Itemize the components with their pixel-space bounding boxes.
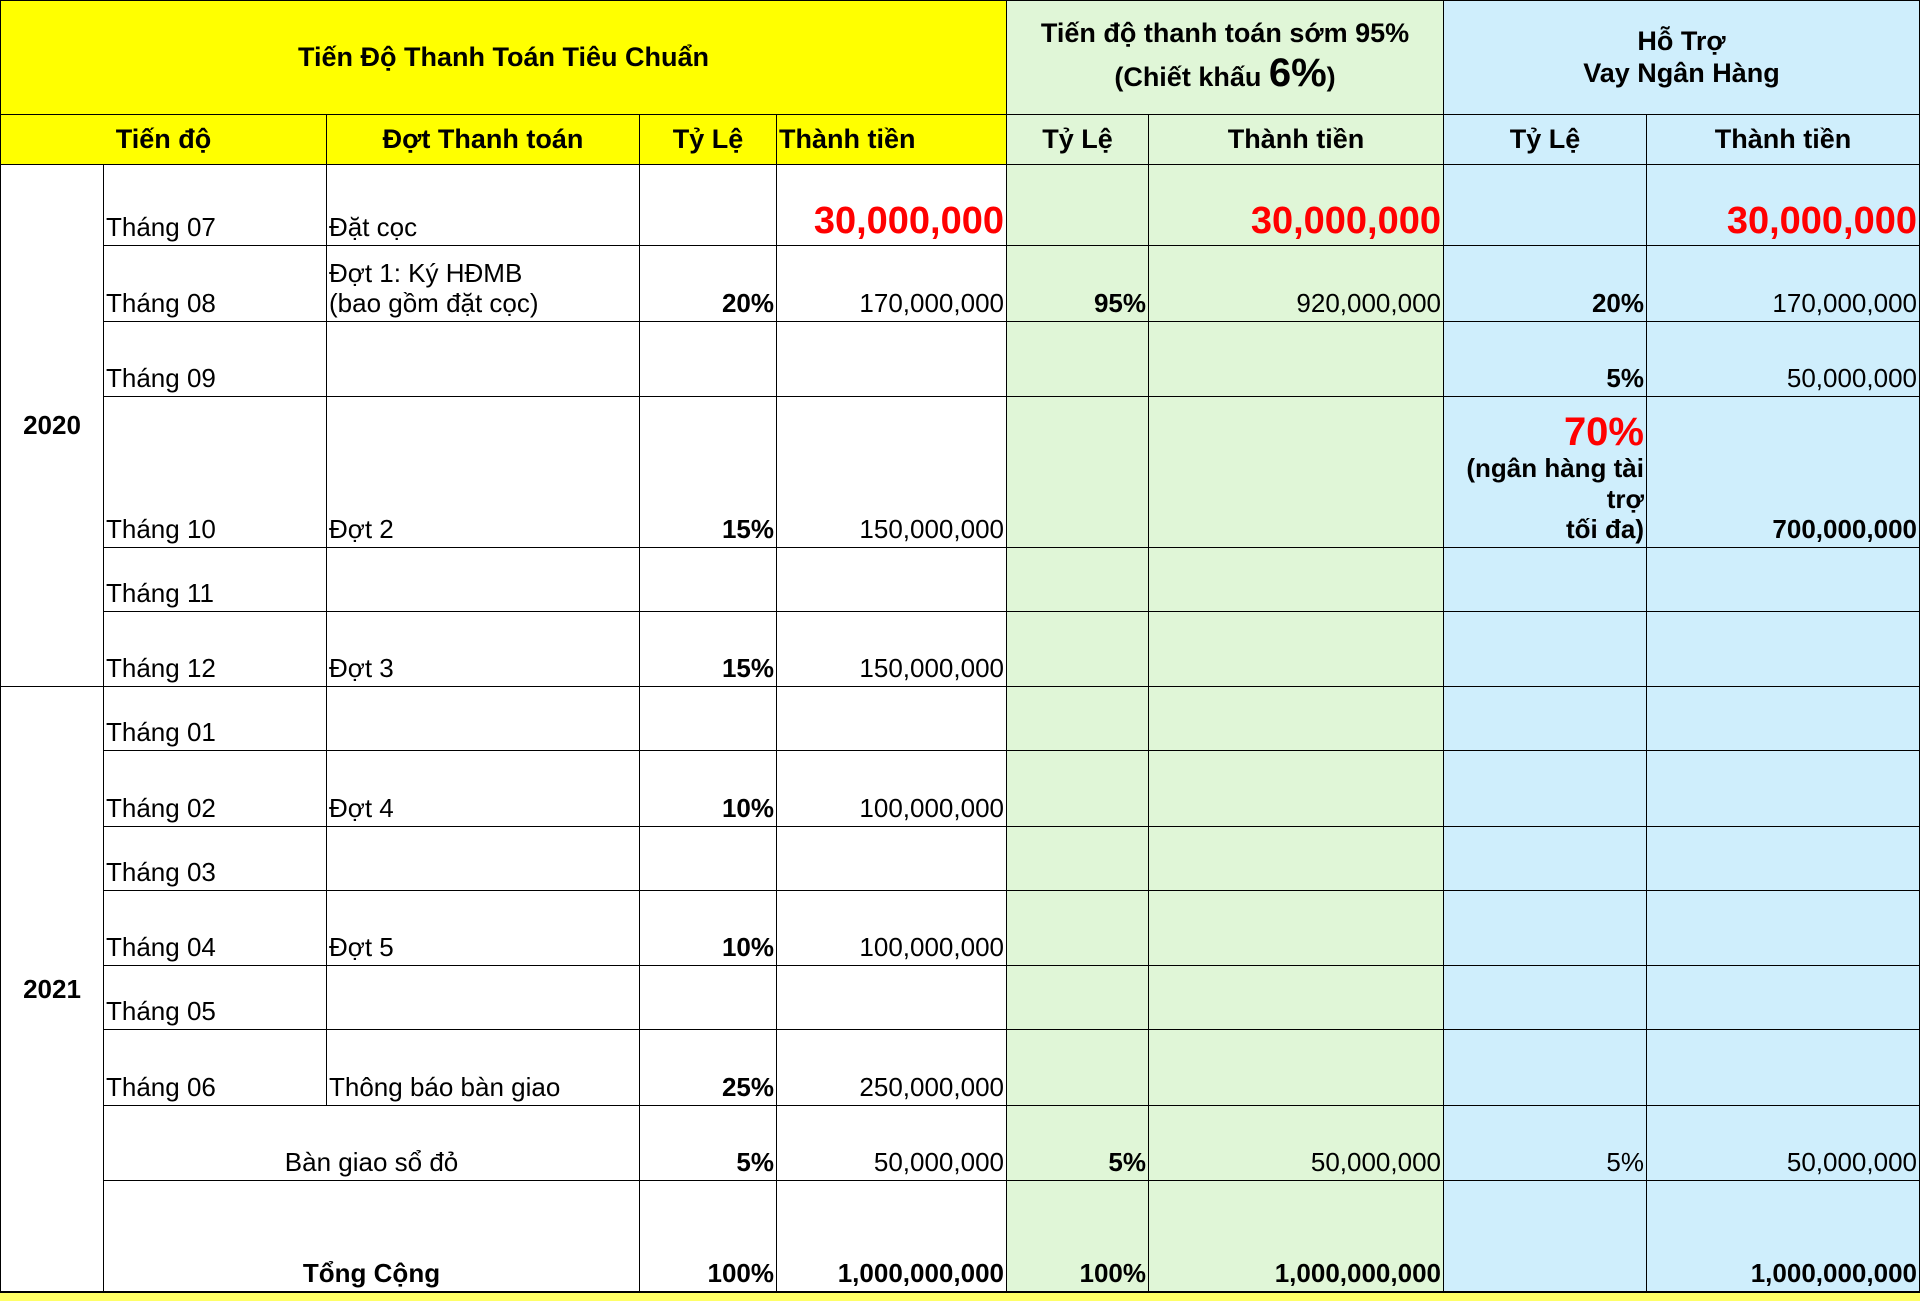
table-row-rate xyxy=(640,687,777,751)
table-row-installment xyxy=(327,966,640,1030)
handover-rate: 5% xyxy=(640,1106,777,1181)
year-2021-cell: 2021 xyxy=(0,687,104,1292)
table-row-installment xyxy=(327,246,640,322)
table-row-amount xyxy=(777,548,1007,612)
year-2020-cell: 2020 xyxy=(0,165,104,687)
early-amount-cell xyxy=(1149,397,1444,548)
deposit-amount: 30,000,000 xyxy=(777,165,1007,246)
bank-empty-cell xyxy=(1444,548,1647,612)
table-row-installment xyxy=(327,322,640,397)
early-empty-cell xyxy=(1007,687,1149,751)
early-empty-cell xyxy=(1149,548,1444,612)
table-row-month: Tháng 01 xyxy=(104,687,327,751)
early-payment-header xyxy=(1007,0,1444,115)
early-rate-cell xyxy=(1007,397,1149,548)
table-row-installment: Đặt cọc xyxy=(327,165,640,246)
discount-percent: 6% xyxy=(1268,50,1327,95)
table-row-rate: 25% xyxy=(640,1030,777,1106)
bank-rate-cell: 5% xyxy=(1444,322,1647,397)
bank-empty-cell xyxy=(1444,966,1647,1030)
table-row-installment: Đợt 2 xyxy=(327,397,640,548)
table-row-installment: Đợt 3 xyxy=(327,612,640,687)
bank-loan-rate-cell xyxy=(1444,397,1647,548)
table-row-rate xyxy=(640,165,777,246)
bank-rate-cell: 20% xyxy=(1444,246,1647,322)
early-payment-discount-line: (Chiết khấu 6%) xyxy=(1114,50,1336,95)
early-rate-cell xyxy=(1007,165,1149,246)
total-rate: 100% xyxy=(640,1181,777,1292)
early-empty-cell xyxy=(1007,1030,1149,1106)
bank-empty-cell xyxy=(1647,966,1920,1030)
table-row-rate: 20% xyxy=(640,246,777,322)
early-empty-cell xyxy=(1007,548,1149,612)
early-rate-cell xyxy=(1007,322,1149,397)
handover-early-rate: 5% xyxy=(1007,1106,1149,1181)
col-header-bank-rate: Tỷ Lệ xyxy=(1444,115,1647,165)
table-row-amount xyxy=(777,687,1007,751)
bank-loan-percent: 70% xyxy=(1563,409,1644,454)
bank-amount-cell: 50,000,000 xyxy=(1647,322,1920,397)
table-row-amount: 150,000,000 xyxy=(777,612,1007,687)
table-row-month: Tháng 05 xyxy=(104,966,327,1030)
early-amount-cell: 920,000,000 xyxy=(1149,246,1444,322)
table-row-amount: 150,000,000 xyxy=(777,397,1007,548)
handover-bank-amount: 50,000,000 xyxy=(1647,1106,1920,1181)
col-header-installment: Đợt Thanh toán xyxy=(327,115,640,165)
installment-line-1: Đợt 1: Ký HĐMB xyxy=(329,257,523,288)
handover-bank-rate: 5% xyxy=(1444,1106,1647,1181)
early-amount-cell xyxy=(1149,322,1444,397)
early-empty-cell xyxy=(1149,891,1444,966)
bank-empty-cell xyxy=(1647,1030,1920,1106)
table-row-rate: 15% xyxy=(640,397,777,548)
bank-empty-cell xyxy=(1647,687,1920,751)
total-bank-rate xyxy=(1444,1181,1647,1292)
bank-loan-title-2: Vay Ngân Hàng xyxy=(1583,57,1780,88)
table-row-rate: 15% xyxy=(640,612,777,687)
bank-empty-cell xyxy=(1444,612,1647,687)
col-header-early-rate: Tỷ Lệ xyxy=(1007,115,1149,165)
bank-empty-cell xyxy=(1647,548,1920,612)
handover-amount: 50,000,000 xyxy=(777,1106,1007,1181)
table-row-installment xyxy=(327,548,640,612)
bank-loan-amount: 700,000,000 xyxy=(1647,397,1920,548)
total-bank-amount: 1,000,000,000 xyxy=(1647,1181,1920,1292)
handover-early-amount: 50,000,000 xyxy=(1149,1106,1444,1181)
bank-rate-cell xyxy=(1444,165,1647,246)
bank-empty-cell xyxy=(1444,1030,1647,1106)
table-row-installment: Đợt 4 xyxy=(327,751,640,827)
total-amount: 1,000,000,000 xyxy=(777,1181,1007,1292)
table-row-installment xyxy=(327,687,640,751)
bank-loan-note-1: (ngân hàng tài xyxy=(1466,452,1644,483)
col-header-rate: Tỷ Lệ xyxy=(640,115,777,165)
early-empty-cell xyxy=(1149,687,1444,751)
early-empty-cell xyxy=(1007,751,1149,827)
total-early-rate: 100% xyxy=(1007,1181,1149,1292)
bank-loan-header xyxy=(1444,0,1920,115)
early-empty-cell xyxy=(1149,751,1444,827)
early-empty-cell xyxy=(1007,966,1149,1030)
table-row-rate xyxy=(640,827,777,891)
standard-schedule-header xyxy=(0,0,1007,115)
early-empty-cell xyxy=(1149,1030,1444,1106)
table-row-amount xyxy=(777,966,1007,1030)
bank-empty-cell xyxy=(1647,891,1920,966)
table-row-installment: Thông báo bàn giao xyxy=(327,1030,640,1106)
table-row-amount: 170,000,000 xyxy=(777,246,1007,322)
table-row-month: Tháng 02 xyxy=(104,751,327,827)
table-row-month: Tháng 11 xyxy=(104,548,327,612)
table-row-month: Tháng 07 xyxy=(104,165,327,246)
bank-empty-cell xyxy=(1444,827,1647,891)
early-empty-cell xyxy=(1007,827,1149,891)
bank-loan-title-1: Hỗ Trợ xyxy=(1637,25,1726,56)
bank-loan-note-3: tối đa) xyxy=(1566,514,1644,545)
table-row-amount xyxy=(777,827,1007,891)
table-row-amount xyxy=(777,322,1007,397)
bank-empty-cell xyxy=(1647,751,1920,827)
early-deposit-amount: 30,000,000 xyxy=(1149,165,1444,246)
early-empty-cell xyxy=(1149,966,1444,1030)
table-row-month: Tháng 03 xyxy=(104,827,327,891)
early-empty-cell xyxy=(1007,612,1149,687)
col-header-progress: Tiến độ xyxy=(0,115,327,165)
table-row-month: Tháng 10 xyxy=(104,397,327,548)
table-row-installment xyxy=(327,827,640,891)
table-row-month: Tháng 06 xyxy=(104,1030,327,1106)
installment-line-2: (bao gồm đặt cọc) xyxy=(329,288,539,319)
early-empty-cell xyxy=(1149,827,1444,891)
table-row-amount: 100,000,000 xyxy=(777,751,1007,827)
total-label: Tổng Cộng xyxy=(104,1181,640,1292)
early-rate-cell: 95% xyxy=(1007,246,1149,322)
bank-empty-cell xyxy=(1647,612,1920,687)
bank-empty-cell xyxy=(1647,827,1920,891)
bank-empty-cell xyxy=(1444,891,1647,966)
table-row-amount: 250,000,000 xyxy=(777,1030,1007,1106)
table-row-rate xyxy=(640,966,777,1030)
bank-deposit-amount: 30,000,000 xyxy=(1647,165,1920,246)
table-row-month: Tháng 12 xyxy=(104,612,327,687)
early-payment-title: Tiến độ thanh toán sớm 95% xyxy=(1040,17,1410,48)
bank-empty-cell xyxy=(1444,751,1647,827)
col-header-early-amount: Thành tiền xyxy=(1149,115,1444,165)
col-header-amount: Thành tiền xyxy=(777,115,1007,165)
bank-empty-cell xyxy=(1444,687,1647,751)
table-row-rate xyxy=(640,548,777,612)
table-row-month: Tháng 04 xyxy=(104,891,327,966)
total-early-amount: 1,000,000,000 xyxy=(1149,1181,1444,1292)
table-row-amount: 100,000,000 xyxy=(777,891,1007,966)
bank-loan-note-2: trợ xyxy=(1606,483,1644,514)
bank-amount-cell: 170,000,000 xyxy=(1647,246,1920,322)
table-row-month: Tháng 08 xyxy=(104,246,327,322)
table-row-rate xyxy=(640,322,777,397)
table-row-rate: 10% xyxy=(640,751,777,827)
col-header-bank-amount: Thành tiền xyxy=(1647,115,1920,165)
table-row-rate: 10% xyxy=(640,891,777,966)
table-row-installment: Đợt 5 xyxy=(327,891,640,966)
handover-label: Bàn giao sổ đỏ xyxy=(104,1106,640,1181)
table-row-month: Tháng 09 xyxy=(104,322,327,397)
early-empty-cell xyxy=(1149,612,1444,687)
standard-schedule-title: Tiến Độ Thanh Toán Tiêu Chuẩn xyxy=(298,41,709,72)
early-empty-cell xyxy=(1007,891,1149,966)
